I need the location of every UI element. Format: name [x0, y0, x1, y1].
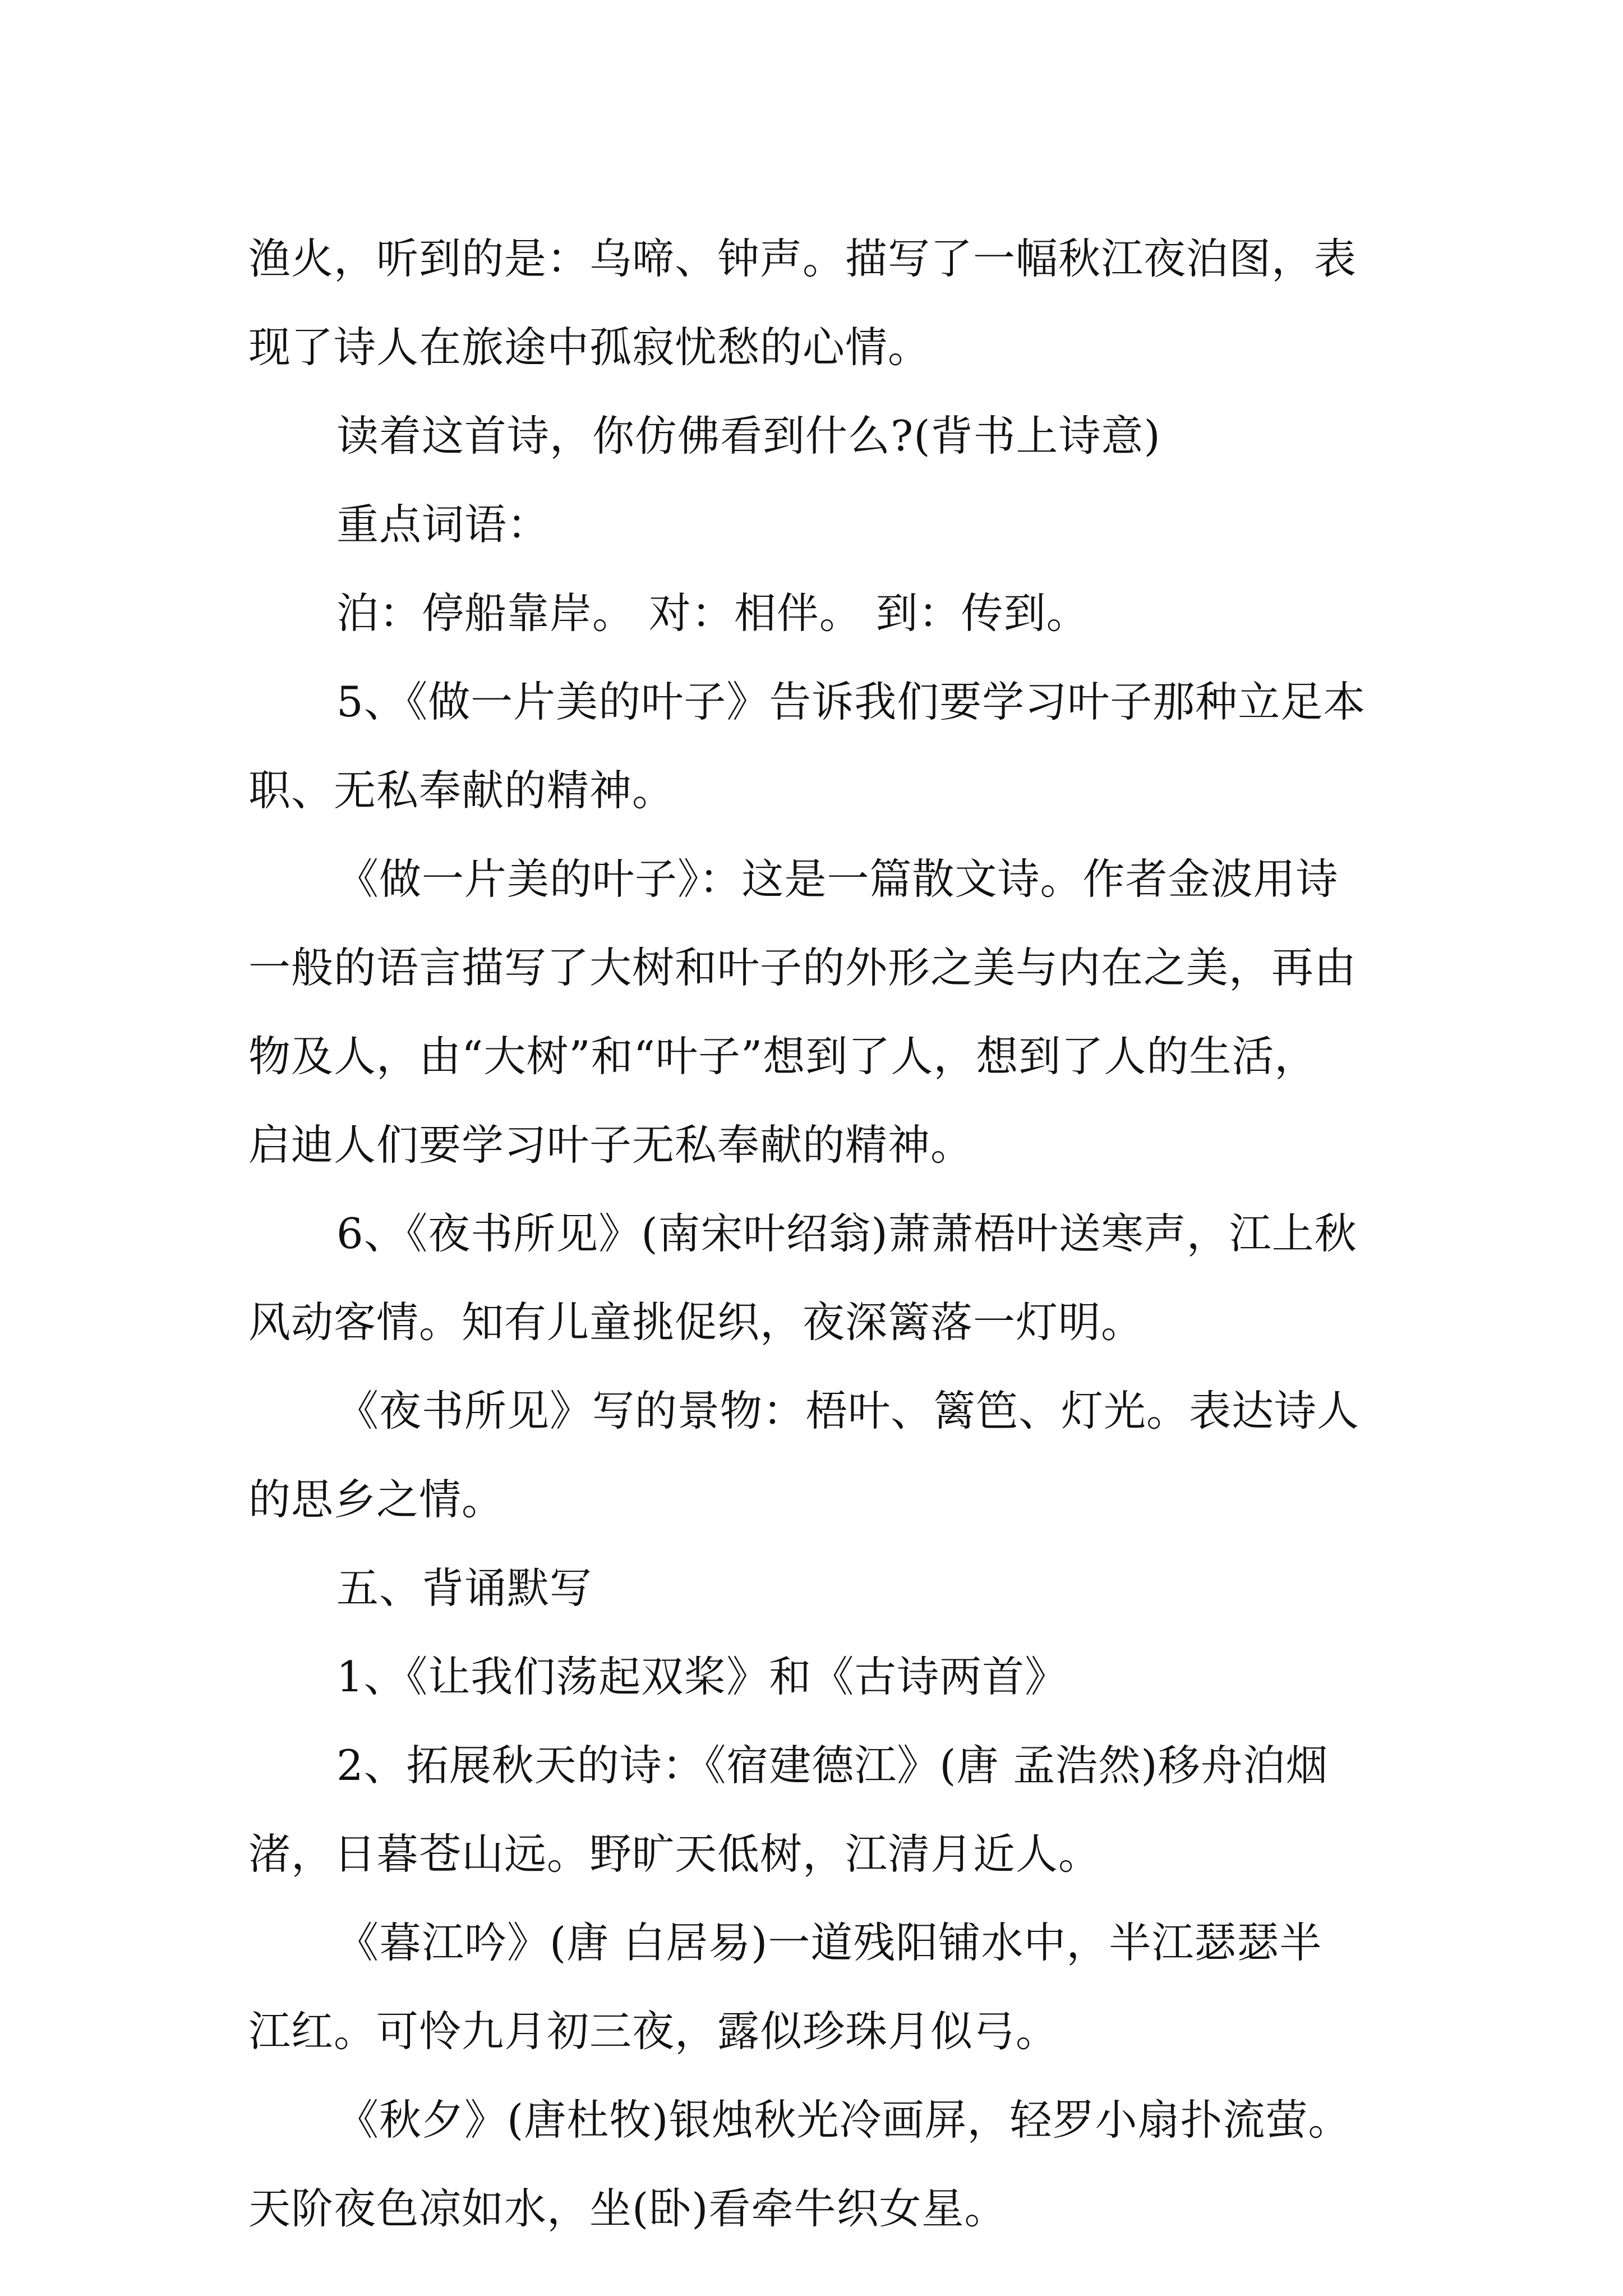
section-heading: 五、背诵默写	[336, 1563, 593, 1613]
text-line: 职、无私奉献的精神。	[248, 766, 675, 815]
text-line: 一般的语言描写了大树和叶子的外形之美与内在之美，再由	[248, 943, 1357, 992]
document-body	[248, 214, 1415, 2253]
text-line: 2、拓展秋天的诗：《宿建德江》(唐 孟浩然)移舟泊烟	[336, 1741, 1329, 1790]
text-line: 江红。可怜九月初三夜，露似珍珠月似弓。	[248, 2007, 1059, 2056]
text-line: 的思乡之情。	[248, 1475, 505, 1524]
text-line: 重点词语：	[336, 500, 550, 549]
text-line: 风动客情。知有儿童挑促织，夜深篱落一灯明。	[248, 1297, 1144, 1347]
text-line: 渚，日暮苍山远。野旷天低树，江清月近人。	[248, 1829, 1101, 1879]
text-line: 物及人，由“大树”和“叶子”想到了人，想到了人的生活，	[248, 1032, 1317, 1081]
text-line: 《做一片美的叶子》：这是一篇散文诗。作者金波用诗	[336, 854, 1339, 904]
text-line: 5、《做一片美的叶子》告诉我们要学习叶子那种立足本	[336, 677, 1366, 726]
text-line: 启迪人们要学习叶子无私奉献的精神。	[248, 1120, 974, 1170]
text-line: 现了诗人在旅途中孤寂忧愁的心情。	[248, 323, 931, 372]
text-line: 读着这首诗，你仿佛看到什么?(背书上诗意)	[336, 411, 1161, 461]
text-line: 天阶夜色凉如水，坐(卧)看牵牛织女星。	[248, 2184, 1007, 2233]
text-line: 《暮江吟》(唐 白居易)一道残阳铺水中，半江瑟瑟半	[336, 1918, 1322, 1967]
text-line: 6、《夜书所见》(南宋叶绍翁)萧萧梧叶送寒声，江上秋	[336, 1209, 1357, 1258]
text-line: 泊：停船靠岸。 对：相伴。 到：传到。	[336, 588, 1089, 638]
text-line: 1、《让我们荡起双桨》和《古诗两首》	[336, 1652, 1068, 1701]
text-line: 渔火，听到的是：乌啼、钟声。描写了一幅秋江夜泊图，表	[248, 234, 1357, 283]
text-line: 《夜书所见》写的景物：梧叶、篱笆、灯光。表达诗人	[336, 1386, 1360, 1435]
text-line: 《秋夕》(唐杜牧)银烛秋光冷画屏，轻罗小扇扑流萤。	[336, 2095, 1351, 2145]
